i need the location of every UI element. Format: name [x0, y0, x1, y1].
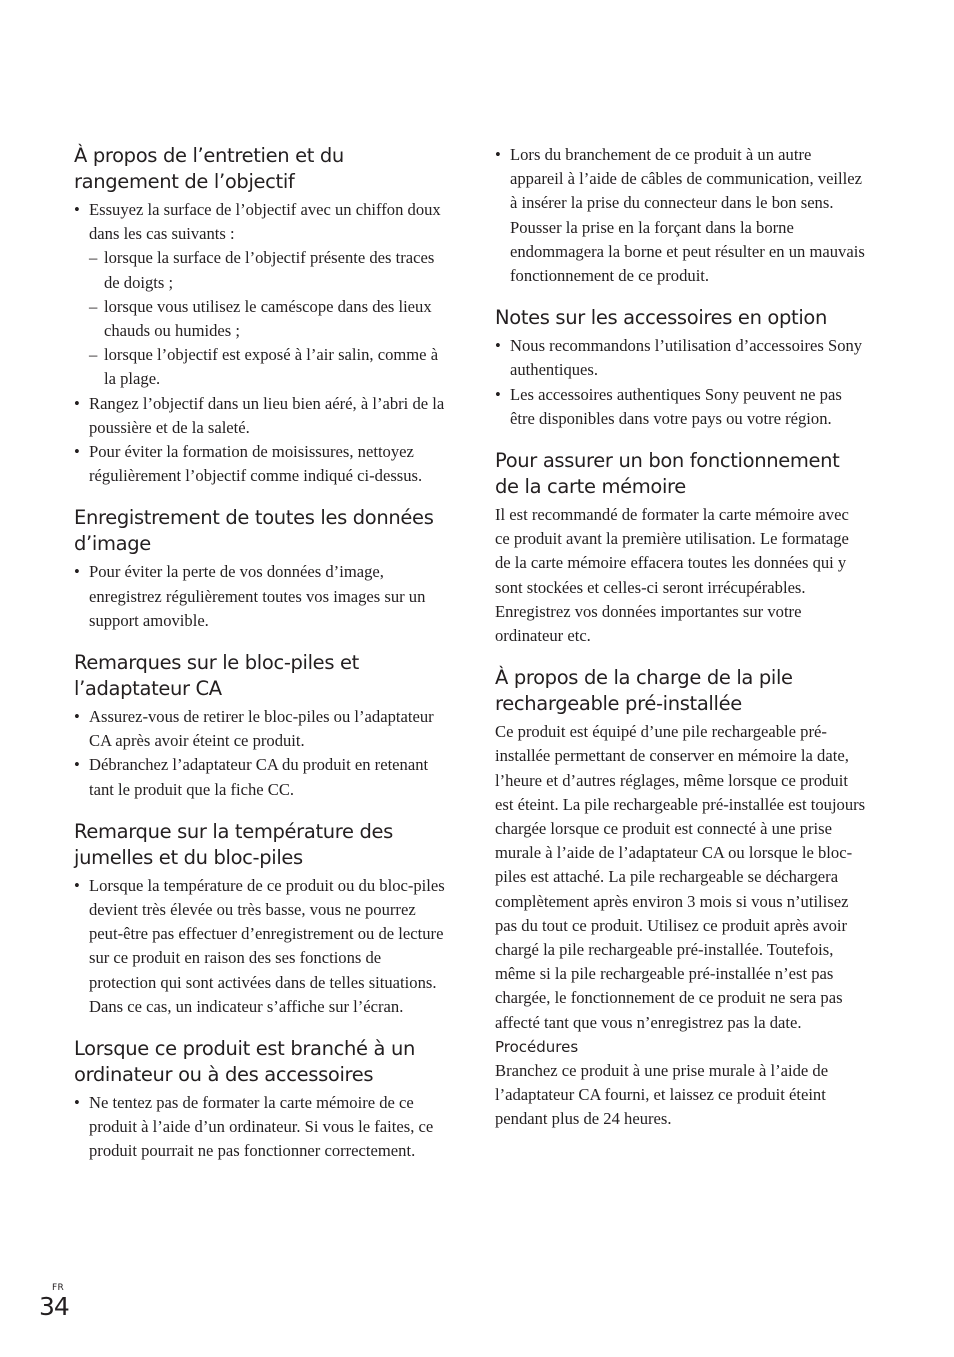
bullet-list: [74, 198, 450, 488]
dash-item: – lorsque vous utilisez le caméscope dans des lieux chauds ou humides ;: [89, 296, 432, 341]
section-image-backup: [74, 505, 450, 633]
section-battery-adaptor: [74, 650, 450, 802]
paragraph: Branchez ce produit à une prise murale à l’aide de l’adaptateur CA fourni, et laissez ce produit éteint pendant plus de 24 heures.: [495, 1060, 829, 1129]
bullet-item: • Assurez-vous de retirer le bloc-piles ou l’adaptateur CA après avoir éteint ce produit.: [74, 705, 450, 753]
bullet-item: • Débranchez l’adaptateur CA du produit en retenant tant le produit que la fiche CC.: [74, 753, 450, 801]
bullet-item: • Les accessoires authentiques Sony peuvent ne pas être disponibles dans votre pays ou votre région.: [495, 383, 867, 431]
bullet-list: [495, 334, 867, 431]
section-heading: Enregistrement de toutes les données d’image: [74, 506, 434, 556]
dash-item-text: lorsque la surface de l’objectif présente des traces de doigts ;: [104, 248, 435, 292]
bullet-item: • Rangez l’objectif dans un lieu bien aéré, à l’abri de la poussière et de la saleté.: [74, 392, 450, 440]
left-column: [74, 143, 450, 1181]
section-computer-connection: [74, 1036, 450, 1164]
section-heading: À propos de l’entretien et du rangement de l’objectif: [74, 144, 344, 193]
bullet-list: [74, 560, 450, 633]
bullet-item: • Pour éviter la perte de vos données d’image, enregistrez régulièrement toutes vos images sur un support amovible.: [74, 560, 450, 633]
section-heading: Lorsque ce produit est branché à un ordinateur ou à des accessoires: [74, 1037, 415, 1087]
bullet-list: [495, 143, 867, 288]
dash-item-text: lorsque l’objectif est exposé à l’air salin, comme à la plage.: [104, 345, 439, 389]
section-heading: Remarques sur le bloc-piles et l’adaptateur CA: [74, 651, 359, 701]
section-heading: Remarque sur la température des jumelles et du bloc-piles: [74, 819, 393, 869]
page-number: 34: [39, 1292, 69, 1321]
section-temperature: [74, 819, 450, 1019]
bullet-list: [74, 705, 450, 802]
section-cable-connection: [495, 143, 867, 288]
dash-item: – lorsque l’objectif est exposé à l’air salin, comme à la plage.: [89, 345, 439, 389]
section-optional-accessories: [495, 305, 867, 431]
bullet-item: • Lorsque la température de ce produit ou du bloc-piles devient très élevée ou très basse, vous ne pourrez peut-être pas effectuer d’enregistrement ou de lecture sur ce produit en raison des ses fonctions de protection qui sont activées dans de telles situations. Dans ce cas, un indicateur s’affiche sur l’écran.: [74, 874, 450, 1019]
bullet-list: [74, 1091, 450, 1164]
bullet-item: • Ne tentez pas de formater la carte mémoire de ce produit à l’aide d’un ordinateur. Si vous le faites, ce produit pourrait ne pas fonctionner correctement.: [74, 1091, 450, 1164]
section-lens-care: [74, 143, 450, 488]
section-memory-card: [495, 448, 867, 648]
section-rechargeable-battery: [495, 665, 867, 1131]
section-heading: Pour assurer un bon fonctionnement de la carte mémoire: [495, 449, 840, 499]
paragraph: Ce produit est équipé d’une pile rechargeable pré-installée permettant de conserver en mémoire la date, l’heure et d’autres réglages, même lorsque ce produit est éteint. La pile rechargeable pré-installée est toujours chargée lorsque ce produit est connecté à une prise murale à l’aide de l’adaptateur CA ou lorsque le bloc-piles est attaché. La pile rechargeable se déchargera complètement après environ 3 mois si vous n’utilisez pas du tout ce produit. Utilisez ce produit après avoir chargé la pile rechargeable pré-installée. Toutefois, même si la pile rechargeable pré-installée n’est pas chargée, le fonctionnement de ce produit ne sera pas affecté tant que vous n’enregistrez pas la date.: [495, 722, 866, 1032]
dash-item: – lorsque la surface de l’objectif présente des traces de doigts ;: [89, 248, 435, 292]
bullet-item: • Pour éviter la formation de moisissures, nettoyez régulièrement l’objectif comme indiqué ci-dessus.: [74, 440, 450, 488]
section-heading: À propos de la charge de la pile rechargeable pré-installée: [495, 666, 793, 716]
section-heading: Notes sur les accessoires en option: [495, 306, 827, 330]
procedures-subheading: Procédures: [495, 1037, 579, 1056]
bullet-list: [74, 874, 450, 1019]
right-column: [495, 143, 867, 1149]
dash-item-text: lorsque vous utilisez le caméscope dans des lieux chauds ou humides ;: [104, 296, 432, 341]
paragraph: Il est recommandé de formater la carte mémoire avec ce produit avant la première utilisation. Le formatage de la carte mémoire effacera toutes les données qui y sont stockées et celles-ci seront irrécupérables. Enregistrez vos données importantes sur votre ordinateur etc.: [495, 505, 849, 646]
bullet-item: • Nous recommandons l’utilisation d’accessoires Sony authentiques.: [495, 334, 867, 382]
bullet-item: • Essuyez la surface de l’objectif avec un chiffon doux dans les cas suivants :: [74, 198, 450, 246]
bullet-item: • Lors du branchement de ce produit à un autre appareil à l’aide de câbles de communication, veillez à insérer la prise du connecteur dans le bon sens. Pousser la prise en la forçant dans la borne endommagera la borne et peut résulter en un mauvais fonctionnement de ce produit.: [495, 143, 867, 288]
language-marker: FR: [52, 1283, 65, 1293]
